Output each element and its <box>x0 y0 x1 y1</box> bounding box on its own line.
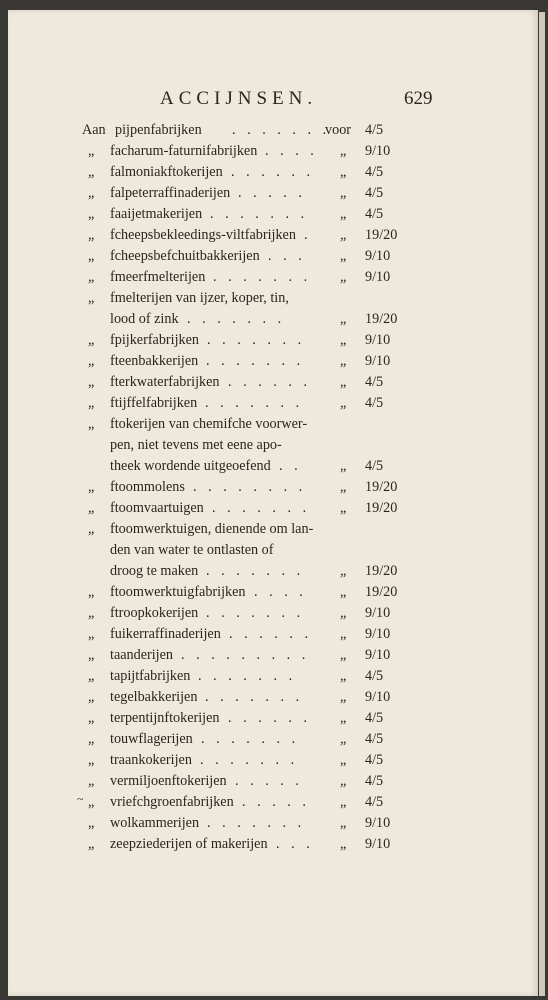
quote-mark: „ <box>88 206 95 222</box>
entry-line <box>82 204 422 225</box>
duty-list <box>82 120 422 855</box>
entry-line <box>82 603 422 624</box>
list-item <box>82 267 422 288</box>
entry-fraction: 4/5 <box>365 794 384 810</box>
entry-line <box>82 645 422 666</box>
entry-text: fteenbakkerijen <box>110 353 199 369</box>
quote-mark: „ <box>340 563 347 579</box>
quote-mark: „ <box>88 143 95 159</box>
entry-fraction: 9/10 <box>365 332 391 348</box>
entry-fraction: 9/10 <box>365 248 391 264</box>
leader-dots: . . . <box>268 248 306 264</box>
entry-text: pen, niet tevens met eene apo- <box>110 437 282 453</box>
entry-fraction: 4/5 <box>365 773 384 789</box>
list-item <box>82 729 422 750</box>
entry-text: falmoniakftokerijen <box>110 164 223 180</box>
entry-line <box>82 498 422 519</box>
leader-dots: . . . . . . . <box>206 605 305 621</box>
quote-mark: „ <box>340 353 347 369</box>
entry-text: ftijffelfabrijken <box>110 395 198 411</box>
quote-mark: „ <box>340 479 347 495</box>
leader-dots: . . . . . <box>235 773 303 789</box>
list-item <box>82 246 422 267</box>
list-item <box>82 813 422 834</box>
entry-fraction: 9/10 <box>365 353 391 369</box>
entry-text: terpentijnftokerijen <box>110 710 220 726</box>
entry-line <box>82 456 422 477</box>
quote-mark: „ <box>88 605 95 621</box>
entry-text: vriefchgroenfabrijken <box>110 794 234 810</box>
leader-dots: . . . . . <box>238 185 306 201</box>
list-item <box>82 708 422 729</box>
leader-dots: . . . . . . . <box>201 731 300 747</box>
entry-line <box>82 183 422 204</box>
entry-fraction: 19/20 <box>365 479 398 495</box>
entry-text: fuikerraffinaderijen <box>110 626 221 642</box>
quote-mark: „ <box>88 248 95 264</box>
list-item <box>82 687 422 708</box>
list-item <box>82 666 422 687</box>
entry-fraction: 4/5 <box>365 164 384 180</box>
entry-text: fmeerfmelterijen <box>110 269 206 285</box>
list-item <box>82 414 422 477</box>
quote-mark: „ <box>88 710 95 726</box>
entry-line <box>82 288 422 309</box>
list-item <box>82 834 422 855</box>
entry-line <box>82 708 422 729</box>
list-item <box>82 792 422 813</box>
leader-dots: . . . . . . . <box>198 668 297 684</box>
entry-line <box>82 414 422 435</box>
quote-mark: „ <box>88 332 95 348</box>
quote-mark: „ <box>340 605 347 621</box>
entry-text: ftoomwerktuigen, dienende om lan- <box>110 521 314 537</box>
entry-line <box>82 771 422 792</box>
entry-fraction: 9/10 <box>365 689 391 705</box>
entry-line <box>82 225 422 246</box>
entry-text: falpeterraffinaderijen <box>110 185 231 201</box>
quote-mark: „ <box>88 731 95 747</box>
quote-mark: „ <box>340 311 347 327</box>
quote-mark: „ <box>88 416 95 432</box>
quote-mark: „ <box>340 794 347 810</box>
entry-text: den van water te ontlasten of <box>110 542 274 558</box>
leader-dots: . . . . . . . . <box>193 479 307 495</box>
list-item <box>82 351 422 372</box>
entry-fraction: 4/5 <box>365 668 384 684</box>
quote-mark: „ <box>88 773 95 789</box>
leader-dots: . . . . . . . <box>207 332 306 348</box>
quote-mark: „ <box>340 164 347 180</box>
quote-mark: „ <box>340 584 347 600</box>
entry-line <box>82 519 422 540</box>
leader-dots: . . <box>279 458 302 474</box>
list-item <box>82 141 422 162</box>
list-item <box>82 645 422 666</box>
entry-line <box>82 330 422 351</box>
leader-dots: . . . . . . . <box>207 815 306 831</box>
entry-text: fcheepsbefchuitbakkerijen <box>110 248 260 264</box>
entry-word: voor <box>325 122 352 138</box>
entry-text: lood of zink <box>110 311 179 327</box>
entry-fraction: 19/20 <box>365 311 398 327</box>
entry-fraction: 9/10 <box>365 143 391 159</box>
list-item <box>82 393 422 414</box>
entry-fraction: 9/10 <box>365 836 391 852</box>
quote-mark: „ <box>340 185 347 201</box>
entry-line <box>82 267 422 288</box>
entry-line <box>82 582 422 603</box>
entry-line <box>82 162 422 183</box>
quote-mark: „ <box>88 584 95 600</box>
leader-dots: . . . . . . <box>231 164 315 180</box>
entry-line <box>82 561 422 582</box>
entry-line <box>82 393 422 414</box>
entry-line <box>82 351 422 372</box>
list-item <box>82 624 422 645</box>
list-item <box>82 288 422 330</box>
entry-text: taanderijen <box>110 647 174 663</box>
page-header <box>0 88 548 112</box>
leader-dots: . . . . . . . <box>187 311 286 327</box>
quote-mark: „ <box>340 395 347 411</box>
entry-line <box>82 834 422 855</box>
entry-text: fmelterijen van ijzer, koper, tin, <box>110 290 289 306</box>
entry-text: faaijetmakerijen <box>110 206 203 222</box>
quote-mark: „ <box>340 206 347 222</box>
entry-text: tegelbakkerijen <box>110 689 198 705</box>
entry-text: ftoomvaartuigen <box>110 500 204 516</box>
entry-line <box>82 141 422 162</box>
list-item <box>82 120 422 141</box>
quote-mark: „ <box>88 374 95 390</box>
entry-line <box>82 624 422 645</box>
quote-mark: „ <box>88 353 95 369</box>
quote-mark: „ <box>340 689 347 705</box>
entry-fraction: 9/10 <box>365 815 391 831</box>
list-item <box>82 519 422 582</box>
leader-dots: . . . . <box>265 143 318 159</box>
quote-mark: „ <box>340 332 347 348</box>
leader-dots: . . . <box>276 836 314 852</box>
entry-fraction: 19/20 <box>365 227 398 243</box>
quote-mark: „ <box>88 227 95 243</box>
quote-mark: „ <box>340 227 347 243</box>
leader-dots: . . . . . . . <box>210 206 309 222</box>
entry-text: theek wordende uitgeoefend <box>110 458 271 474</box>
entry-fraction: 4/5 <box>365 206 384 222</box>
entry-text: wolkammerijen <box>110 815 200 831</box>
entry-text: fterkwaterfabrijken <box>110 374 220 390</box>
quote-mark: „ <box>340 647 347 663</box>
entry-text: zeepziederijen of makerijen <box>110 836 268 852</box>
quote-mark: „ <box>340 269 347 285</box>
entry-line <box>82 813 422 834</box>
entry-fraction: 4/5 <box>365 374 384 390</box>
entry-fraction: 9/10 <box>365 605 391 621</box>
quote-mark: „ <box>340 731 347 747</box>
entry-line <box>82 309 422 330</box>
entry-fraction: 4/5 <box>365 185 384 201</box>
list-item <box>82 750 422 771</box>
leader-dots: . . . . . . . <box>232 122 331 138</box>
quote-mark: „ <box>340 374 347 390</box>
leader-dots: . . . . . . <box>228 374 312 390</box>
entry-lead: Aan <box>82 122 106 138</box>
quote-mark: „ <box>88 689 95 705</box>
quote-mark: „ <box>340 143 347 159</box>
leader-dots: . <box>304 227 312 243</box>
entry-fraction: 4/5 <box>365 395 384 411</box>
quote-mark: „ <box>88 500 95 516</box>
quote-mark: „ <box>88 836 95 852</box>
entry-text: fcheepsbekleedings-viltfabrijken <box>110 227 296 243</box>
entry-text: pijpenfabrijken <box>115 122 202 138</box>
list-item <box>82 498 422 519</box>
quote-mark: „ <box>340 836 347 852</box>
entry-text: tapijtfabrijken <box>110 668 191 684</box>
entry-text: ftroopkokerijen <box>110 605 199 621</box>
leader-dots: . . . . . . . <box>206 563 305 579</box>
entry-text: ftoommolens <box>110 479 185 495</box>
quote-mark: „ <box>88 479 95 495</box>
leader-dots: . . . . <box>254 584 307 600</box>
leader-dots: . . . . . . . <box>213 269 312 285</box>
entry-text: droog te maken <box>110 563 199 579</box>
leader-dots: . . . . . . . <box>205 689 304 705</box>
list-item <box>82 372 422 393</box>
entry-fraction: 19/20 <box>365 584 398 600</box>
quote-mark: „ <box>340 458 347 474</box>
quote-mark: „ <box>88 752 95 768</box>
entry-line <box>82 666 422 687</box>
list-item <box>82 603 422 624</box>
quote-mark: „ <box>88 290 95 306</box>
quote-mark: „ <box>88 164 95 180</box>
entry-line <box>82 477 422 498</box>
entry-fraction: 19/20 <box>365 500 398 516</box>
quote-mark: „ <box>88 395 95 411</box>
list-item <box>82 330 422 351</box>
entry-fraction: 9/10 <box>365 626 391 642</box>
leader-dots: . . . . . . . <box>212 500 311 516</box>
entry-text: ftoomwerktuigfabrijken <box>110 584 246 600</box>
entry-line <box>82 750 422 771</box>
leader-dots: . . . . . . . . . <box>181 647 310 663</box>
entry-fraction: 9/10 <box>365 269 391 285</box>
quote-mark: „ <box>88 647 95 663</box>
entry-text: traankokerijen <box>110 752 192 768</box>
entry-text: fpijkerfabrijken <box>110 332 200 348</box>
entry-fraction: 19/20 <box>365 563 398 579</box>
quote-mark: „ <box>340 668 347 684</box>
entry-line <box>82 792 422 813</box>
entry-line <box>82 687 422 708</box>
entry-text: ftokerijen van chemifche voorwer- <box>110 416 308 432</box>
leader-dots: . . . . . . <box>229 626 313 642</box>
leader-dots: . . . . . . <box>228 710 312 726</box>
list-item <box>82 771 422 792</box>
entry-line <box>82 540 422 561</box>
entry-fraction: 4/5 <box>365 752 384 768</box>
leader-dots: . . . . . . . <box>206 353 305 369</box>
entry-text: touwflagerijen <box>110 731 193 747</box>
entry-line <box>82 120 422 141</box>
quote-mark: „ <box>88 794 95 810</box>
list-item <box>82 582 422 603</box>
quote-mark: „ <box>88 626 95 642</box>
quote-mark: „ <box>88 815 95 831</box>
list-item <box>82 162 422 183</box>
entry-line <box>82 372 422 393</box>
quote-mark: „ <box>340 248 347 264</box>
entry-line <box>82 246 422 267</box>
list-item <box>82 477 422 498</box>
entry-fraction: 4/5 <box>365 458 384 474</box>
entry-line <box>82 729 422 750</box>
leader-dots: . . . . . <box>242 794 310 810</box>
entry-fraction: 4/5 <box>365 710 384 726</box>
quote-mark: „ <box>340 815 347 831</box>
page-number: 629 <box>404 88 433 109</box>
entry-fraction: 4/5 <box>365 731 384 747</box>
entry-text: facharum-faturnifabrijken <box>110 143 258 159</box>
quote-mark: „ <box>88 521 95 537</box>
quote-mark: „ <box>340 500 347 516</box>
list-item <box>82 225 422 246</box>
leader-dots: . . . . . . . <box>205 395 304 411</box>
list-item <box>82 183 422 204</box>
quote-mark: „ <box>340 752 347 768</box>
quote-mark: „ <box>88 668 95 684</box>
quote-mark: „ <box>88 185 95 201</box>
quote-mark: „ <box>340 773 347 789</box>
quote-mark: „ <box>340 710 347 726</box>
entry-text: vermiljoenftokerijen <box>110 773 227 789</box>
leader-dots: . . . . . . . <box>200 752 299 768</box>
quote-mark: „ <box>340 626 347 642</box>
page-edge <box>539 12 545 996</box>
list-item <box>82 204 422 225</box>
quote-mark: „ <box>88 269 95 285</box>
entry-line <box>82 435 422 456</box>
entry-fraction: 9/10 <box>365 647 391 663</box>
running-head: ACCIJNSEN. <box>160 88 318 109</box>
entry-fraction: 4/5 <box>365 122 384 138</box>
margin-mark: ~ <box>77 792 84 806</box>
